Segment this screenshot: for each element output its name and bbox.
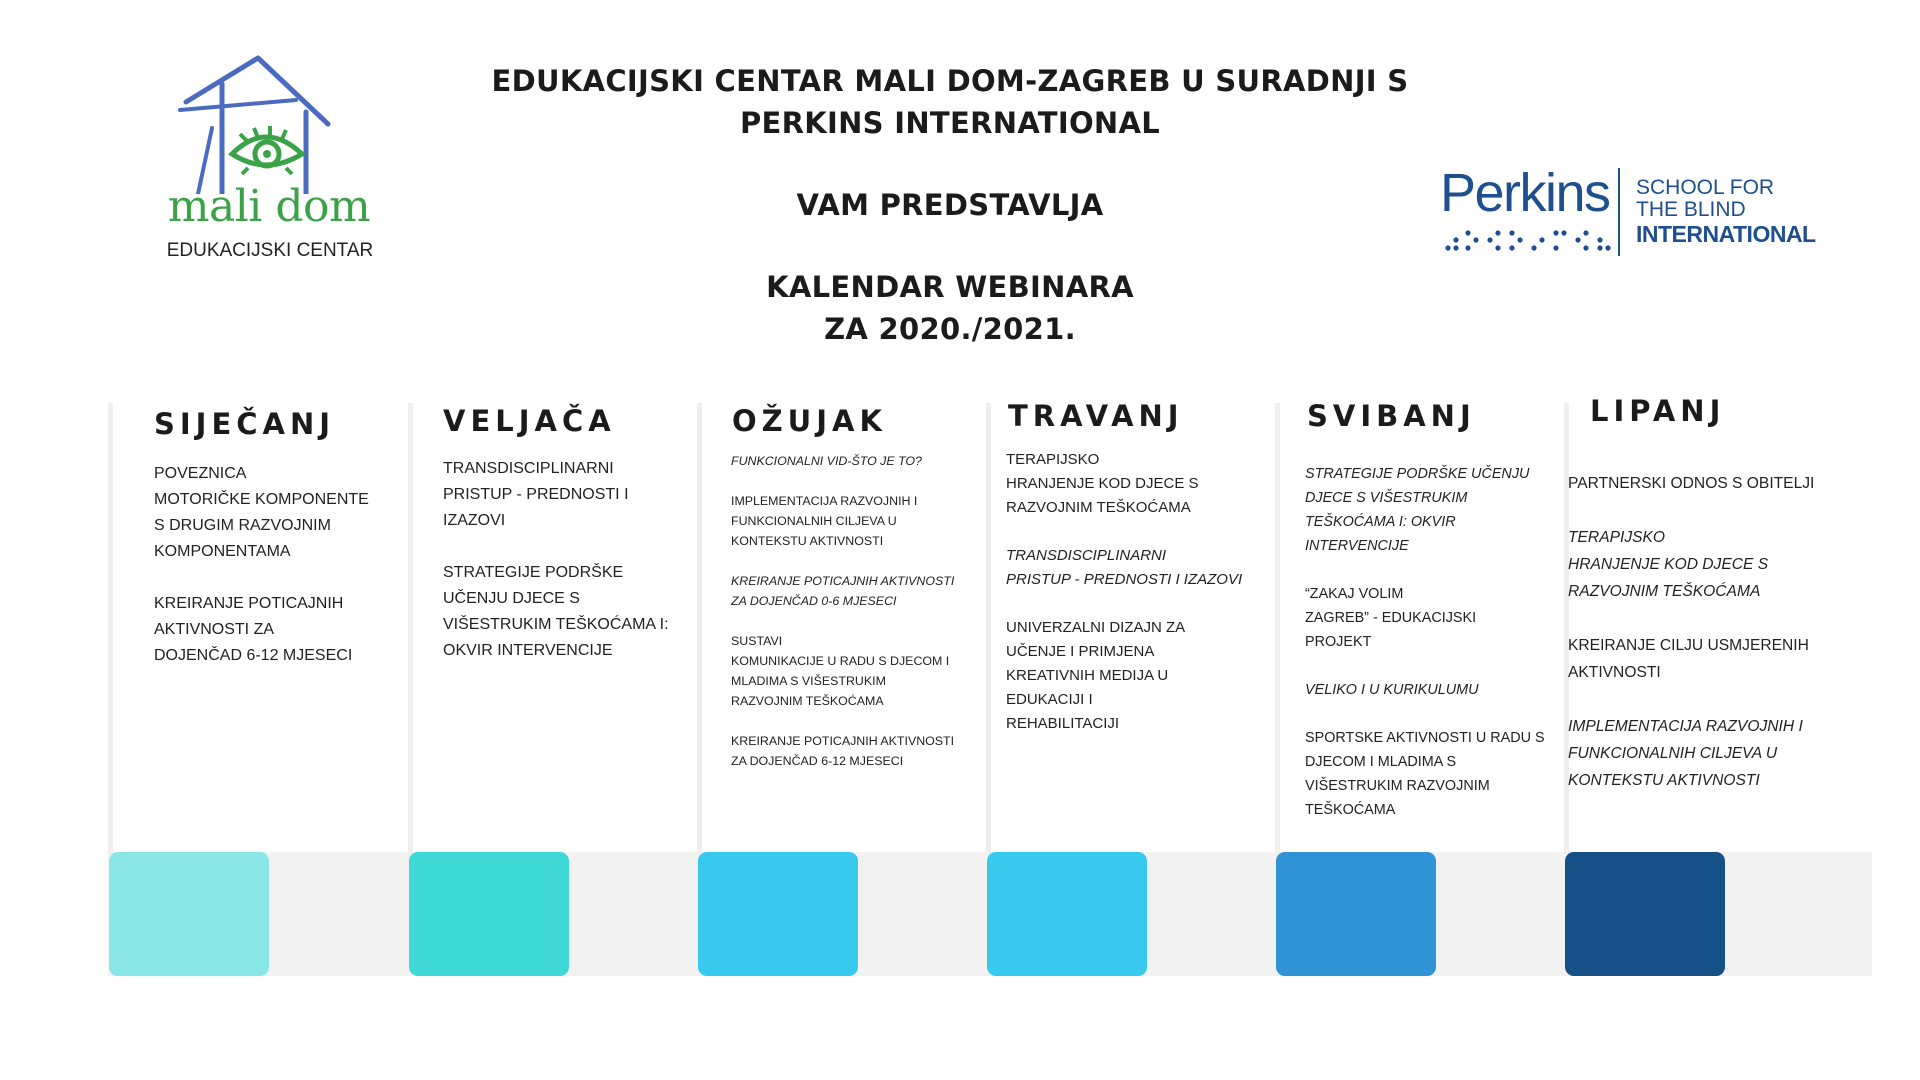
title-line-3: VAM PREDSTAVLJA [796, 188, 1104, 222]
column-lipanj [1568, 470, 1858, 794]
column-divider [1275, 403, 1280, 855]
column-sijecanj [154, 461, 399, 669]
webinar-item: STRATEGIJE PODRŠKE UČENJU DJECE S VIŠESTRUKIM TEŠKOĆAMA I: OKVIR INTERVENCIJE [443, 564, 669, 659]
title-line-1: EDUKACIJSKI CENTAR MALI DOM-ZAGREB U SURADNJI S [491, 64, 1409, 98]
month-ozujak: OŽUJAK [732, 404, 887, 438]
webinar-item: VELIKO I U KURIKULUMU [1305, 682, 1479, 698]
mali-dom-logo [150, 54, 380, 264]
column-svibanj [1305, 462, 1561, 822]
perkins-logo [1440, 163, 1840, 258]
swatch-veljaca [409, 852, 569, 976]
webinar-item: KREIRANJE POTICAJNIH AKTIVNOSTI ZA DOJENČAD 6-12 MJESECI [731, 734, 955, 768]
perkins-wordmark: Perkins [1440, 163, 1610, 223]
house-eye-icon [178, 54, 338, 194]
webinar-item: UNIVERZALNI DIZAJN ZA UČENJE I PRIMJENA KREATIVNIH MEDIJA U EDUKACIJI I REHABILITACIJI [1006, 619, 1186, 732]
column-divider [408, 403, 413, 855]
swatch-sijecanj [109, 852, 269, 976]
perkins-line-3: INTERNATIONAL [1636, 221, 1816, 247]
webinar-item: “ZAKAJ VOLIM ZAGREB” - EDUKACIJSKI PROJEKT [1305, 586, 1477, 650]
column-veljaca [443, 456, 688, 664]
swatch-lipanj [1565, 852, 1725, 976]
webinar-item: KREIRANJE CILJU USMJERENIH AKTIVNOSTI [1568, 637, 1809, 681]
braille-dots-icon [1442, 230, 1612, 254]
column-divider [986, 403, 991, 855]
month-sijecanj: SIJEČANJ [154, 407, 336, 441]
webinar-item: TRANSDISCIPLINARNI PRISTUP - PREDNOSTI I IZAZOVI [1006, 547, 1243, 588]
column-ozujak [731, 451, 976, 771]
webinar-item: POVEZNICA MOTORIČKE KOMPONENTE S DRUGIM RAZVOJNIM KOMPONENTAMA [154, 465, 369, 560]
webinar-item: STRATEGIJE PODRŠKE UČENJU DJECE S VIŠESTRUKIM TEŠKOĆAMA I: OKVIR INTERVENCIJE [1305, 466, 1530, 554]
title-line-4: KALENDAR WEBINARA [766, 270, 1134, 304]
webinar-item: KREIRANJE POTICAJNIH AKTIVNOSTI ZA DOJENČAD 0-6 MJESECI [731, 574, 955, 608]
column-divider [697, 403, 702, 855]
column-divider [108, 403, 113, 855]
month-lipanj: LIPANJ [1590, 394, 1726, 428]
webinar-item: KREIRANJE POTICAJNIH AKTIVNOSTI ZA DOJENČAD 6-12 MJESECI [154, 595, 353, 664]
mali-dom-subtitle: EDUKACIJSKI CENTAR [166, 240, 374, 261]
month-svibanj: SVIBANJ [1307, 399, 1476, 433]
webinar-item: SPORTSKE AKTIVNOSTI U RADU S DJECOM I MLADIMA S VIŠESTRUKIM RAZVOJNIM TEŠKOĆAMA [1305, 730, 1545, 818]
webinar-item: IMPLEMENTACIJA RAZVOJNIH I FUNKCIONALNIH CILJEVA U KONTEKSTU AKTIVNOSTI [731, 494, 918, 548]
perkins-line-2: THE BLIND [1636, 198, 1746, 221]
webinar-item: IMPLEMENTACIJA RAZVOJNIH I FUNKCIONALNIH CILJEVA U KONTEKSTU AKTIVNOSTI [1568, 718, 1803, 789]
perkins-divider [1618, 168, 1620, 256]
swatch-travanj [987, 852, 1147, 976]
webinar-item: SUSTAVI KOMUNIKACIJE U RADU S DJECOM I MLADIMA S VIŠESTRUKIM RAZVOJNIM TEŠKOĆAMA [731, 634, 950, 708]
webinar-item: TERAPIJSKO HRANJENJE KOD DJECE S RAZVOJNIM TEŠKOĆAMA [1568, 529, 1769, 600]
swatch-svibanj [1276, 852, 1436, 976]
webinar-item: TRANSDISCIPLINARNI PRISTUP - PREDNOSTI I IZAZOVI [443, 460, 629, 529]
webinar-item: PARTNERSKI ODNOS S OBITELJI [1568, 475, 1815, 492]
month-veljaca: VELJAČA [443, 404, 616, 438]
mali-dom-wordmark: mali dom [167, 181, 371, 232]
column-travanj [1006, 448, 1268, 736]
page-title [440, 60, 1460, 350]
webinar-item: TERAPIJSKO HRANJENJE KOD DJECE S RAZVOJNIM TEŠKOĆAMA [1006, 451, 1199, 516]
swatch-ozujak [698, 852, 858, 976]
title-line-5: ZA 2020./2021. [824, 312, 1076, 346]
month-travanj: TRAVANJ [1008, 399, 1184, 433]
perkins-line-1: SCHOOL FOR [1636, 176, 1775, 199]
title-line-2: PERKINS INTERNATIONAL [739, 106, 1161, 140]
webinar-item: FUNKCIONALNI VID-ŠTO JE TO? [731, 454, 922, 468]
